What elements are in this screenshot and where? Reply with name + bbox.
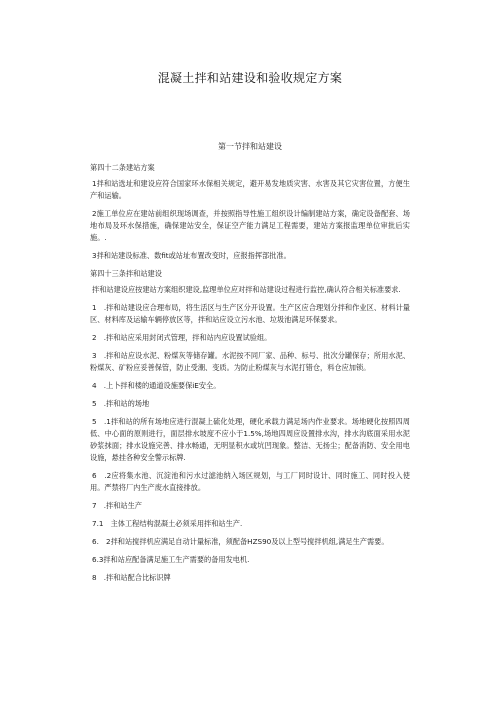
paragraph: 7 .拌和站生产 <box>92 501 142 510</box>
document-body <box>90 162 410 590</box>
paragraph: 2施工单位应在建站前组织现场调查，并按照指导性施工组织设计编制建站方案，确定设备配套、场地布局及环水保措施，确保建站安全，保证空产能力满足工程需要，建站方案报监理单位审批后实施。. <box>90 209 410 242</box>
article-heading: 第四十二条建站方案 <box>90 163 155 172</box>
paragraph: 1 .拌和站建设应合理布局，将生活区与生产区分开设置。生产区应合理划分拌和作业区、材料计量区、材料库及运输车辆停放区等，拌和站应设立污水池、垃圾池满足环保要求。 <box>90 303 410 324</box>
paragraph: 6.3拌和站应配备满足施工生产需要的备用发电机. <box>92 555 250 564</box>
paragraph: 5 .拌和站的场地 <box>92 399 150 408</box>
section-title: 第一节拌和站建设 <box>218 142 282 151</box>
paragraph: 1拌和站选址和建设应符合国家环水保相关规定，避开易发地质灾害、水害及其它灾害位置，方便生产和运输。 <box>90 179 410 200</box>
paragraph: 6. 2拌和站搅拌机应满足自动计量标准，须配备HZS90及以上型号搅拌机组,满足生产需要。 <box>92 537 389 546</box>
paragraph: 2 .拌和站应采用封闭式管理，拌和站内应设置试验组。 <box>92 333 272 342</box>
paragraph: 8 .拌和站配合比标识牌 <box>92 573 171 582</box>
paragraph: 4 .上卜拌和楼的通道设施要保iE安全。 <box>92 381 221 390</box>
document-title: 混凝土拌和站建设和验收规定方案 <box>157 71 343 85</box>
paragraph: 3 .拌和站应设水泥、粉煤灰等储存罐。水泥按不同厂家、品种、标号、批次分罐保存；所用水泥、粉煤灰、矿粉应妥善保管，防止受潮、变质。为防止粉煤灰与水泥打错仓，料仓应加锁。 <box>90 351 410 372</box>
paragraph: 3拌和站建设标准、数fit或站址布置改变时，应报指挥部批准。 <box>92 251 291 260</box>
paragraph: 5 .1拌和站的所有场地应进行混凝上硫化处理，硬化承载力满足场内作业要求。场地硬化按照四周低、中心面的原则进行，面层排水坡度不应小于1.5%,场地四周应设置排水沟，排水沟底面采用水泥砂浆抹面；排水设施完善、排水畅通，无明显积水或坑凹现象。整洁、无扬尘；配备消防、安全用电设施，悬挂各种安全警示标牌. <box>90 417 410 462</box>
paragraph: 6 .2应将集水池、沉淀池和污水过滤池纳入场区规划，与工厂同时设计、同时施工、同时投入使用。严禁将厂内生产废水直接排放。 <box>90 471 410 492</box>
paragraph: 拌和站建设应按建站方案组织建设,监理单位应对拌和站建设过程进行监控,确认符合相关标准要求. <box>92 285 401 294</box>
article-heading: 第四十三条拌和站建设 <box>90 269 162 278</box>
paragraph: 7.1 主体工程结构混凝土必须采用拌和站生产. <box>92 519 243 528</box>
